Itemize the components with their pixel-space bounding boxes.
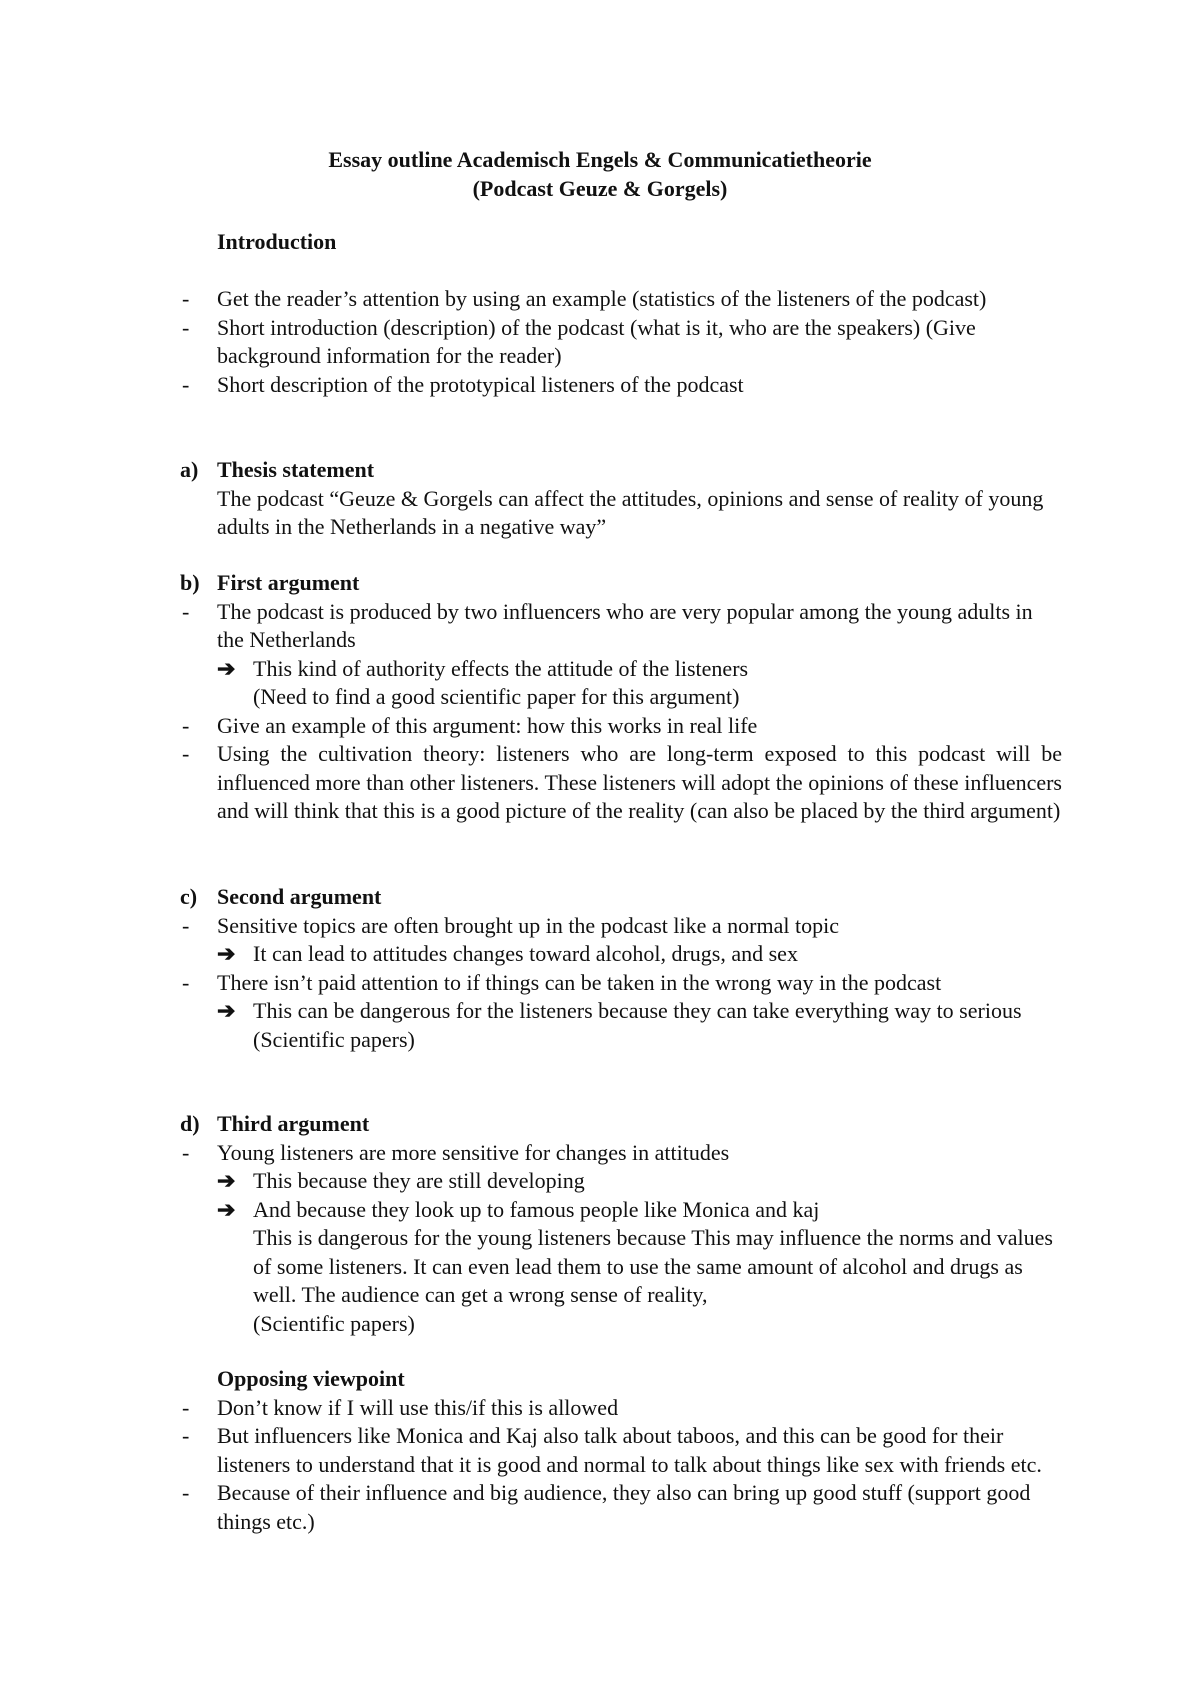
thesis-heading: a) Thesis statement [180, 457, 375, 482]
list-item: - Give an example of this argument: how this works in real life [182, 712, 758, 738]
opposing-viewpoint-section [0, 1365, 1200, 1536]
note: (Need to find a good scientific paper for this argument) [253, 684, 740, 709]
arrow-item: ➔ This because they are still developing [0, 1167, 1062, 1196]
third-argument-heading: d) Third argument [180, 1111, 370, 1136]
list-item: - Young listeners are more sensitive for changes in attitudes [182, 1139, 730, 1165]
thesis-text: The podcast “Geuze & Gorgels can affect the attitudes, opinions and sense of reality of young adults in the Netherlands in a negative way” [217, 485, 1044, 539]
opposing-viewpoint-heading: Opposing viewpoint [217, 1366, 405, 1391]
list-item: - Sensitive topics are often brought up in the podcast like a normal topic [182, 912, 839, 938]
arrow-item: ➔ This kind of authority effects the attitude of the listeners [0, 655, 1062, 684]
list-item: - Using the cultivation theory: listeners who are long-term exposed to this podcast will be influenced more than other listeners. These listeners will adopt the opinions of these influencers and will think that this is a good picture of the reality (can also be placed by the third argument) [182, 741, 1062, 823]
introduction-heading: Introduction [217, 229, 337, 254]
list-item: - The podcast is produced by two influencers who are very popular among the young adults in the Netherlands [182, 598, 1033, 652]
note: (Scientific papers) [253, 1026, 415, 1052]
list-item: - Because of their influence and big audience, they also can bring up good stuff (support good things etc.) [182, 1480, 1031, 1534]
second-argument-section [0, 883, 1200, 1054]
list-item: - There isn’t paid attention to if things can be taken in the wrong way in the podcast [182, 969, 942, 995]
list-item: - But influencers like Monica and Kaj also talk about taboos, and this can be good for their listeners to understand that it is good and normal to talk about things like sex with friends etc. [182, 1423, 1042, 1477]
arrow-icon: ➔ [217, 1168, 236, 1193]
arrow-item: ➔ This can be dangerous for the listeners because they can take everything way to serious [0, 997, 1062, 1026]
arrow-icon: ➔ [217, 941, 236, 966]
document-title [0, 146, 1200, 204]
second-argument-heading: c) Second argument [180, 884, 382, 909]
list-item: - Short introduction (description) of the podcast (what is it, who are the speakers) (Give background information for the reader) [182, 314, 976, 368]
title-line-2: (Podcast Geuze & Gorgels) [472, 176, 728, 201]
arrow-icon: ➔ [217, 1196, 236, 1222]
third-argument-section [0, 1110, 1200, 1338]
list-item: - Get the reader’s attention by using an example (statistics of the listeners of the podcast) [182, 286, 987, 311]
first-argument-heading: b) First argument [180, 570, 360, 595]
list-item: - Don’t know if I will use this/if this is allowed [182, 1394, 619, 1420]
list-item: - Short description of the prototypical listeners of the podcast [182, 371, 744, 397]
title-line-1: Essay outline Academisch Engels & Communicatietheorie [328, 147, 872, 172]
note: (Scientific papers) [253, 1310, 415, 1336]
thesis-section [0, 456, 1200, 542]
arrow-item: ➔ And because they look up to famous people like Monica and kaj [0, 1196, 1062, 1225]
introduction-section [0, 228, 1200, 399]
arrow-icon: ➔ [217, 998, 236, 1023]
arrow-item: ➔ It can lead to attitudes changes toward alcohol, drugs, and sex [0, 940, 1062, 969]
paragraph: This is dangerous for the young listeners because This may influence the norms and values of some listeners. It can even lead them to use the same amount of alcohol and drugs as well. The audience can get a wrong sense of reality, [253, 1225, 1053, 1307]
arrow-icon: ➔ [217, 655, 236, 681]
first-argument-section [0, 569, 1200, 826]
